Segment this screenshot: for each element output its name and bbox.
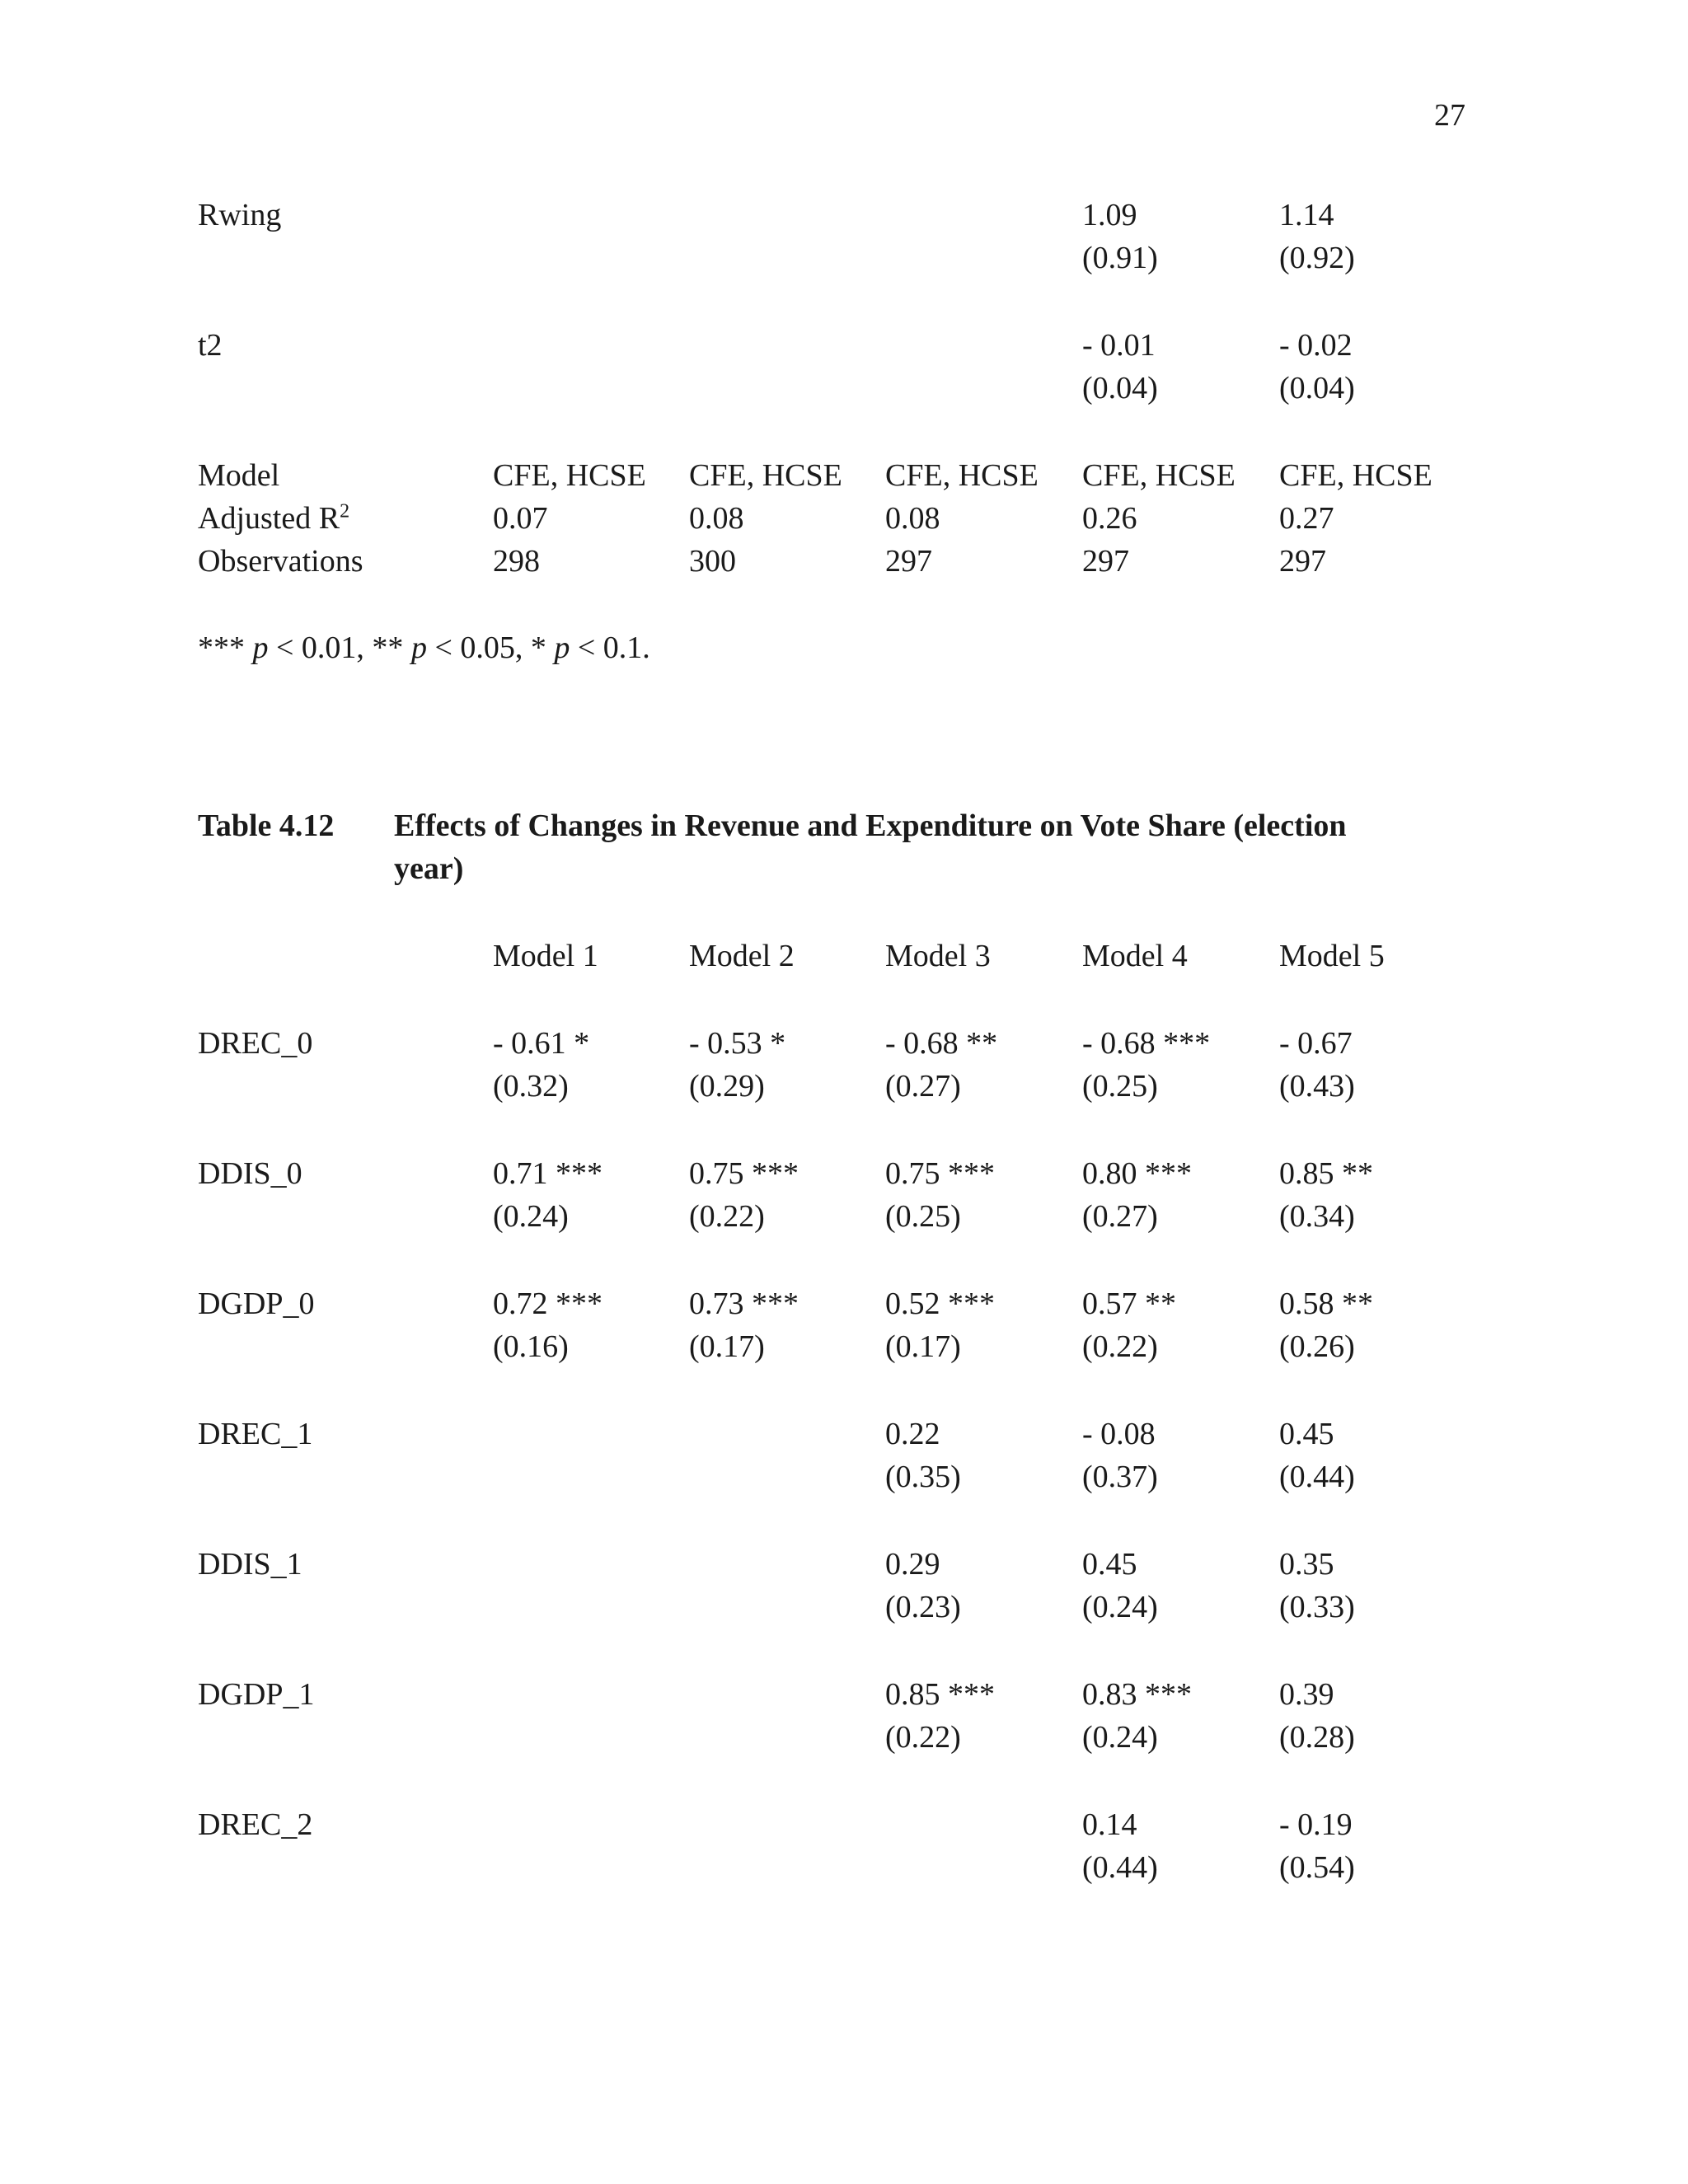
coef-cell: 0.71 *** [493, 1156, 603, 1191]
row-label: DREC_1 [198, 1417, 313, 1451]
se-cell: (0.24) [1082, 1720, 1158, 1755]
se-cell: (0.16) [493, 1329, 569, 1364]
se-cell: (0.22) [1082, 1329, 1158, 1364]
row-label: DREC_0 [198, 1026, 313, 1061]
table-number: Table 4.12 [198, 808, 335, 843]
row-label: DDIS_0 [198, 1156, 302, 1191]
column-header: Model 4 [1082, 939, 1188, 973]
se-cell: (0.22) [885, 1720, 961, 1755]
se-cell: (0.24) [1082, 1590, 1158, 1624]
coef-cell: 0.75 *** [885, 1156, 995, 1191]
se-cell: (0.25) [885, 1199, 961, 1234]
coef-cell: 0.14 [1082, 1807, 1137, 1842]
column-header: Model 3 [885, 939, 991, 973]
stat-cell: CFE, HCSE [1279, 458, 1432, 493]
stat-cell: 297 [1082, 544, 1129, 579]
se-cell: (0.22) [689, 1199, 765, 1234]
se-cell: (0.27) [885, 1069, 961, 1104]
se-cell: (0.29) [689, 1069, 765, 1104]
table-caption-line1: Effects of Changes in Revenue and Expenditure on Vote Share (election [394, 808, 1347, 843]
coef-cell: - 0.68 ** [885, 1026, 998, 1061]
coef-cell: - 0.01 [1082, 328, 1156, 363]
row-label: t2 [198, 328, 223, 363]
stat-cell: 297 [1279, 544, 1326, 579]
coef-cell: - 0.08 [1082, 1417, 1156, 1451]
coef-cell: 0.58 ** [1279, 1286, 1373, 1321]
significance-footnote: *** p < 0.01, ** p < 0.05, * p < 0.1. [198, 630, 650, 665]
se-cell: (0.91) [1082, 241, 1158, 275]
se-cell: (0.25) [1082, 1069, 1158, 1104]
coef-cell: 0.75 *** [689, 1156, 799, 1191]
se-cell: (0.44) [1082, 1850, 1158, 1885]
coef-cell: 0.57 ** [1082, 1286, 1176, 1321]
se-cell: (0.32) [493, 1069, 569, 1104]
stat-label: Observations [198, 544, 363, 579]
se-cell: (0.35) [885, 1460, 961, 1494]
stat-cell: CFE, HCSE [885, 458, 1039, 493]
se-cell: (0.44) [1279, 1460, 1355, 1494]
se-cell: (0.23) [885, 1590, 961, 1624]
coef-cell: 0.45 [1082, 1547, 1137, 1582]
se-cell: (0.34) [1279, 1199, 1355, 1234]
stat-cell: CFE, HCSE [1082, 458, 1236, 493]
coef-cell: - 0.67 [1279, 1026, 1353, 1061]
coef-cell: 0.85 *** [885, 1677, 995, 1712]
column-header: Model 5 [1279, 939, 1385, 973]
stat-cell: CFE, HCSE [493, 458, 646, 493]
stat-cell: 300 [689, 544, 736, 579]
stat-label: Adjusted $R^2$ [198, 500, 350, 536]
coef-cell: 0.83 *** [1082, 1677, 1192, 1712]
column-header: Model 1 [493, 939, 598, 973]
coef-cell: 0.35 [1279, 1547, 1334, 1582]
coef-cell: - 0.02 [1279, 328, 1353, 363]
coef-cell: 0.39 [1279, 1677, 1334, 1712]
stat-label: Model [198, 458, 280, 493]
stat-cell: 297 [885, 544, 932, 579]
se-cell: (0.43) [1279, 1069, 1355, 1104]
coef-cell: 0.52 *** [885, 1286, 995, 1321]
se-cell: (0.17) [689, 1329, 765, 1364]
coef-cell: 0.80 *** [1082, 1156, 1192, 1191]
page-number: 27 [1434, 98, 1465, 133]
se-cell: (0.28) [1279, 1720, 1355, 1755]
se-cell: (0.26) [1279, 1329, 1355, 1364]
coef-cell: 0.45 [1279, 1417, 1334, 1451]
column-header: Model 2 [689, 939, 795, 973]
se-cell: (0.37) [1082, 1460, 1158, 1494]
stat-cell: 0.08 [689, 501, 744, 536]
row-label: Rwing [198, 198, 282, 232]
se-cell: (0.04) [1082, 371, 1158, 405]
se-cell: (0.24) [493, 1199, 569, 1234]
stat-cell: 0.08 [885, 501, 940, 536]
stat-cell: 0.26 [1082, 501, 1137, 536]
se-cell: (0.27) [1082, 1199, 1158, 1234]
coef-cell: 1.09 [1082, 198, 1137, 232]
table-caption-line2: year) [394, 851, 464, 886]
coef-cell: 0.85 ** [1279, 1156, 1373, 1191]
se-cell: (0.33) [1279, 1590, 1355, 1624]
stat-cell: 298 [493, 544, 540, 579]
se-cell: (0.92) [1279, 241, 1355, 275]
coef-cell: 0.22 [885, 1417, 940, 1451]
row-label: DGDP_1 [198, 1677, 315, 1712]
se-cell: (0.17) [885, 1329, 961, 1364]
coef-cell: 0.29 [885, 1547, 940, 1582]
coef-cell: - 0.19 [1279, 1807, 1353, 1842]
coef-cell: 0.72 *** [493, 1286, 603, 1321]
row-label: DGDP_0 [198, 1286, 315, 1321]
coef-cell: - 0.61 * [493, 1026, 590, 1061]
stat-cell: CFE, HCSE [689, 458, 842, 493]
coef-cell: - 0.53 * [689, 1026, 786, 1061]
coef-cell: 0.73 *** [689, 1286, 799, 1321]
stat-cell: 0.27 [1279, 501, 1334, 536]
stat-cell: 0.07 [493, 501, 548, 536]
coef-cell: 1.14 [1279, 198, 1334, 232]
row-label: DREC_2 [198, 1807, 313, 1842]
row-label: DDIS_1 [198, 1547, 302, 1582]
se-cell: (0.54) [1279, 1850, 1355, 1885]
coef-cell: - 0.68 *** [1082, 1026, 1211, 1061]
se-cell: (0.04) [1279, 371, 1355, 405]
